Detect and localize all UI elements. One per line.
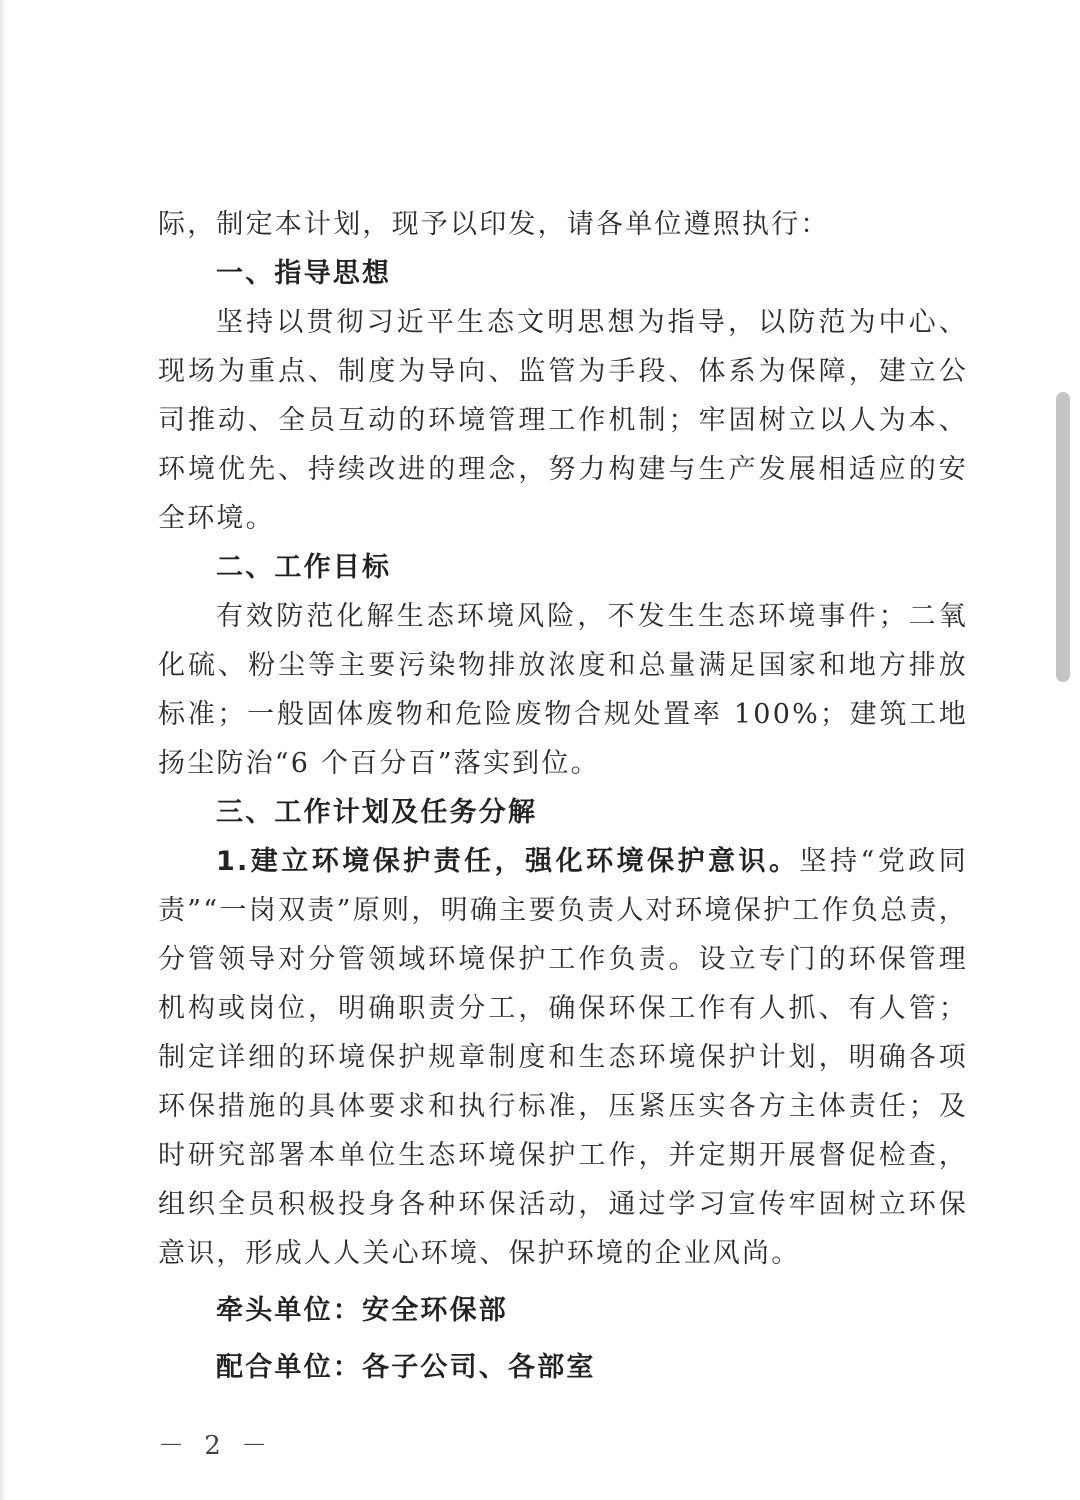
work-plan-item-1-body: 坚持“党政同责”“一岗双责”原则，明确主要负责人对环境保护工作负总责，分管领导对分管领域环境保护工作负责。设立专门的环保管理机构或岗位，明确职责分工，确保环保工作有人抓、有人管；制定详细的环境保护规章制度和生态环境保护计划，明确各项环保措施的具体要求和执行标准，压紧压实各方主体责任；及时研究部署本单位生态环境保护工作，并定期开展督促检查，组织全员积极投身各种环保活动，通过学习宣传牢固树立环保意识，形成人人关心环境、保护环境的企业风尚。 [158, 846, 968, 1269]
section-body-guiding-ideology: 坚持以贯彻习近平生态文明思想为指导，以防范为中心、现场为重点、制度为导向、监管为手段、体系为保障，建立公司推动、全员互动的环境管理工作机制；牢固树立以人为本、环境优先、持续改进的理念，努力构建与生产发展相适应的安全环境。 [158, 307, 968, 534]
document-body [158, 200, 968, 1392]
page-number: － 2 － [158, 1431, 274, 1461]
lead-unit-line: 牵头单位：安全环保部 [216, 1295, 508, 1326]
section-heading-work-plan: 三、工作计划及任务分解 [216, 797, 538, 828]
work-plan-item-1-lead: 1.建立环境保护责任，强化环境保护意识。 [216, 846, 800, 877]
page-edge-shadow [0, 0, 6, 1500]
cooperating-unit-line: 配合单位：各子公司、各部室 [216, 1352, 596, 1383]
vertical-scrollbar[interactable] [1056, 392, 1070, 682]
section-heading-work-goals: 二、工作目标 [216, 552, 392, 583]
section-heading-guiding-ideology: 一、指导思想 [216, 258, 392, 289]
section-body-work-goals: 有效防范化解生态环境风险，不发生生态环境事件；二氧化硫、粉尘等主要污染物排放浓度和总量满足国家和地方排放标准；一般固体废物和危险废物合规处置率 100%；建筑工地扬尘防治“6 个百分百”落实到位。 [158, 601, 968, 779]
work-plan-item-1 [158, 837, 968, 1278]
intro-line: 际，制定本计划，现予以印发，请各单位遵照执行： [158, 209, 830, 240]
scrollbar-thumb[interactable] [1056, 392, 1070, 682]
